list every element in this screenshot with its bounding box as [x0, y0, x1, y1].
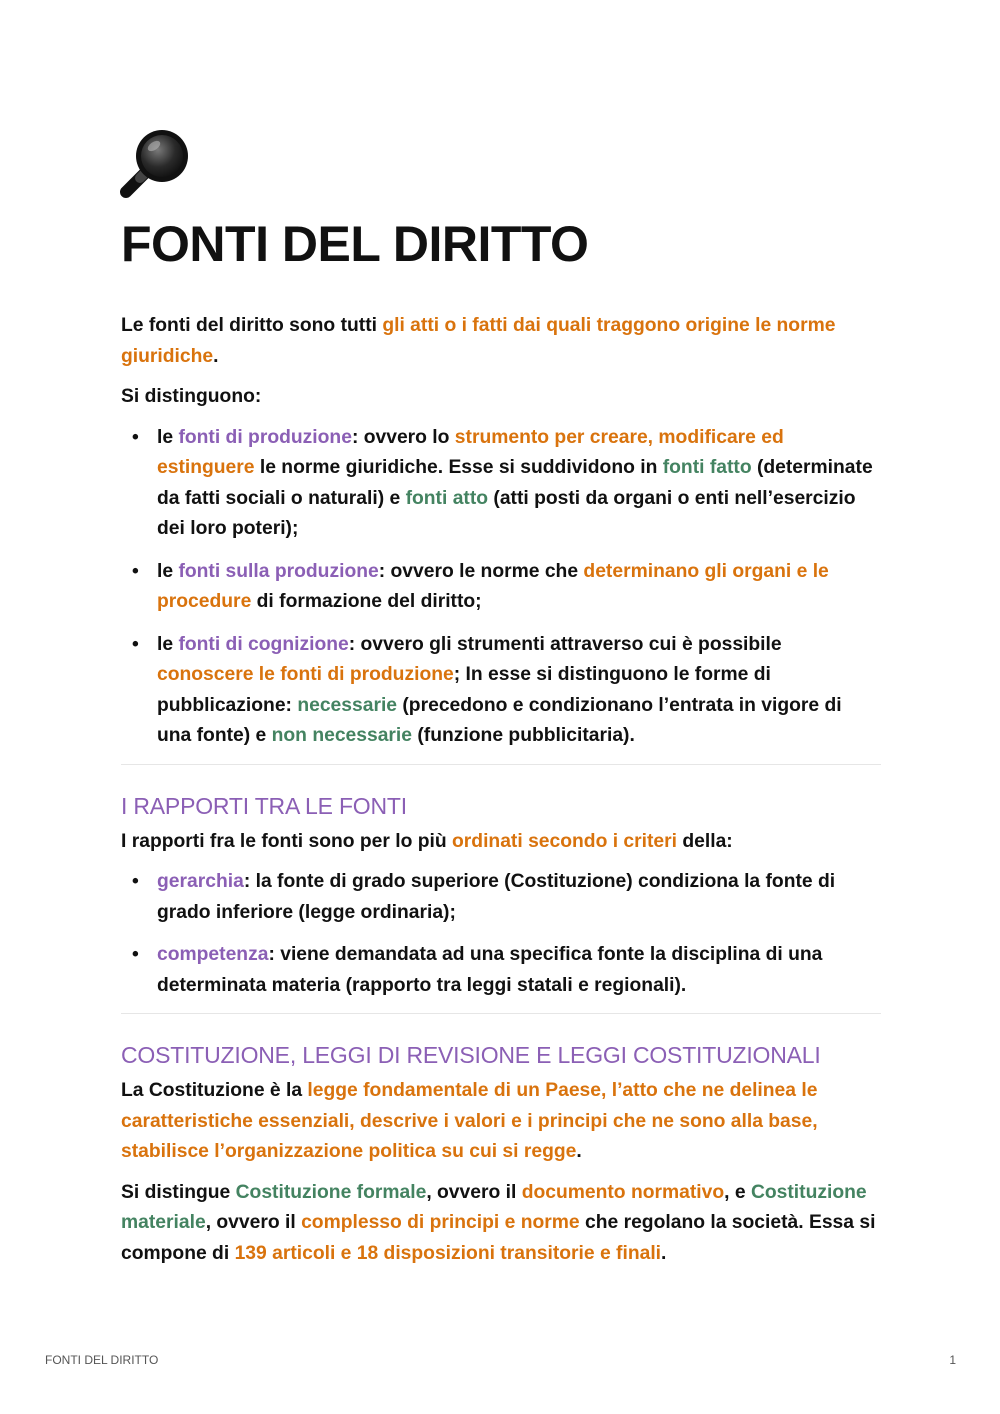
- term-text: fonti sulla produzione: [178, 560, 379, 582]
- bullet-icon: •: [132, 944, 139, 965]
- bullet-icon: •: [132, 426, 139, 448]
- term-text: gerarchia: [157, 871, 244, 892]
- distinzione-paragraph: Si distingue Costituzione formale, ovvero il documento normativo, e Costituzione materiale, ovvero il complesso di principi e norme che regolano la società. Essa si compone di 139 articoli e 18 disposizioni transitorie e finali.: [121, 1181, 876, 1264]
- criteri-list: [121, 867, 881, 1001]
- costituzione-paragraph: La Costituzione è la legge fondamentale di un Paese, l’atto che ne delinea le caratteristiche essenziali, descrive i valori e i principi che ne sono alla base, stabilisce l’organizzazione politica su cui si regge.: [121, 1080, 818, 1162]
- category-text: non necessarie: [271, 725, 413, 746]
- rapporti-paragraph: I rapporti fra le fonti sono per lo più ordinati secondo i criteri della:: [121, 830, 733, 852]
- category-text: necessarie: [297, 694, 398, 716]
- term-text: fonti di produzione: [178, 426, 352, 448]
- category-text: Costituzione materiale: [121, 1181, 867, 1233]
- list-item: • le fonti di produzione: ovvero lo strumento per creare, modificare ed estinguere le norme giuridiche. Esse si suddividono in fonti fatto (determinate da fatti sociali o naturali) e fonti atto (atti posti da organi o enti nell’esercizio dei loro poteri);: [157, 423, 881, 545]
- section-heading-costituzione: COSTITUZIONE, LEGGI DI REVISIONE E LEGGI COSTITUZIONALI: [121, 1042, 821, 1068]
- category-text: Costituzione formale: [235, 1181, 427, 1203]
- section-heading-rapporti: I RAPPORTI TRA LE FONTI: [121, 792, 407, 819]
- highlight-text: ordinati secondo i criteri: [452, 830, 678, 852]
- distinguono-paragraph: Si distinguono:: [121, 386, 262, 407]
- page-title: FONTI DEL DIRITTO: [121, 216, 589, 272]
- term-text: competenza: [157, 944, 269, 965]
- highlight-text: strumento per creare, modificare ed estinguere: [157, 426, 784, 478]
- fonti-list: [121, 423, 881, 752]
- divider: [121, 1013, 881, 1014]
- list-item: • le fonti di cognizione: ovvero gli strumenti attraverso cui è possibile conoscere le fonti di produzione; In esse si distinguono le forme di pubblicazione: necessarie (precedono e condizionano l’entrata in vigore di una fonte) e non necessarie (funzione pubblicitaria).: [157, 630, 881, 752]
- highlight-text: legge fondamentale di un Paese, l’atto che ne delinea le caratteristiche essenziali, descrive i valori e i principi che ne sono alla base, stabilisce l’organizzazione politica su cui si regge: [121, 1080, 818, 1162]
- highlight-text: 139 articoli e 18 disposizioni transitorie e finali: [234, 1242, 662, 1264]
- bullet-icon: •: [132, 560, 139, 582]
- highlight-text: documento normativo: [521, 1181, 725, 1203]
- intro-paragraph: Le fonti del diritto sono tutti gli atti o i fatti dai quali traggono origine le norme giuridiche.: [121, 315, 836, 367]
- list-item: • competenza: viene demandata ad una specifica fonte la disciplina di una determinata materia (rapporto tra leggi statali e regionali).: [157, 940, 881, 1001]
- highlight-text: determinano gli organi e le procedure: [157, 560, 829, 612]
- bullet-icon: •: [132, 633, 139, 655]
- document-page: [121, 128, 881, 1269]
- highlight-text: conoscere le fonti di produzione: [157, 664, 454, 685]
- bullet-icon: •: [132, 871, 139, 892]
- highlight-text: complesso di principi e norme: [301, 1212, 580, 1233]
- footer-title: FONTI DEL DIRITTO: [45, 1353, 159, 1367]
- page-number: 1: [949, 1353, 956, 1367]
- list-item: • le fonti sulla produzione: ovvero le norme che determinano gli organi e le procedure di formazione del diritto;: [157, 557, 881, 618]
- term-text: fonti di cognizione: [178, 633, 349, 655]
- divider: [121, 764, 881, 765]
- category-text: fonti fatto: [662, 457, 752, 478]
- list-item: • gerarchia: la fonte di grado superiore (Costituzione) condiziona la fonte di grado inferiore (legge ordinaria);: [157, 867, 881, 928]
- category-text: fonti atto: [405, 487, 489, 509]
- magnifying-glass-icon: [120, 128, 192, 200]
- highlight-text: gli atti o i fatti dai quali traggono origine le norme giuridiche: [121, 315, 836, 367]
